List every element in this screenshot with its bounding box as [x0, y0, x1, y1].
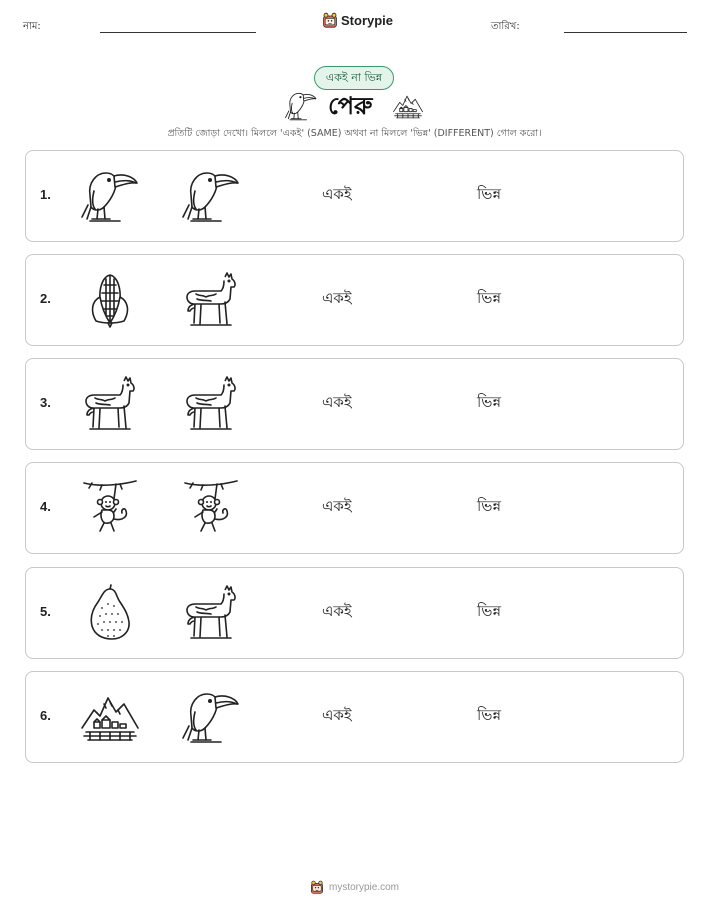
storypie-mascot-icon	[310, 880, 324, 894]
same-option[interactable]: একই	[322, 706, 352, 724]
toucan-icon	[283, 90, 319, 122]
different-option[interactable]: ভিন্ন	[477, 497, 502, 515]
toucan-icon	[80, 167, 140, 225]
question-row	[25, 567, 684, 659]
toucan-icon	[181, 167, 241, 225]
different-option[interactable]: ভিন্ন	[477, 185, 502, 203]
llama-icon	[80, 375, 140, 433]
question-number: 1.	[40, 187, 51, 202]
page-title: পেরু	[328, 92, 373, 120]
different-option[interactable]: ভিন্ন	[477, 393, 502, 411]
question-row	[25, 254, 684, 346]
different-option[interactable]: ভিন্ন	[477, 289, 502, 307]
name-label: নাম:	[23, 21, 41, 32]
brand-logo	[322, 12, 393, 28]
footer	[0, 880, 709, 894]
title-row	[283, 88, 428, 122]
question-number: 2.	[40, 291, 51, 306]
llama-icon	[181, 271, 241, 329]
date-blank	[564, 32, 687, 33]
question-row	[25, 671, 684, 763]
footer-url: mystorypie.com	[328, 881, 399, 893]
monkey-icon	[80, 479, 140, 537]
different-option[interactable]: ভিন্ন	[477, 602, 502, 620]
question-number: 3.	[40, 395, 51, 410]
llama-icon	[181, 375, 241, 433]
question-row	[25, 150, 684, 242]
ruins-icon	[80, 688, 140, 746]
name-blank	[100, 32, 256, 33]
worksheet-header	[0, 0, 709, 50]
question-row	[25, 358, 684, 450]
date-label: তারিখ:	[491, 21, 520, 32]
same-option[interactable]: একই	[322, 185, 352, 203]
monkey-icon	[181, 479, 241, 537]
toucan-icon	[181, 688, 241, 746]
same-option[interactable]: একই	[322, 289, 352, 307]
brand-name: Storypie	[341, 12, 394, 28]
question-number: 6.	[40, 708, 51, 723]
question-row	[25, 462, 684, 554]
corn-icon	[80, 271, 140, 329]
llama-icon	[181, 584, 241, 642]
same-option[interactable]: একই	[322, 393, 352, 411]
storypie-mascot-icon	[322, 12, 338, 28]
question-number: 5.	[40, 604, 51, 619]
ruins-icon	[391, 91, 425, 121]
same-option[interactable]: একই	[322, 602, 352, 620]
activity-badge: একই না ভিন্ন	[314, 66, 394, 90]
question-number: 4.	[40, 499, 51, 514]
same-option[interactable]: একই	[322, 497, 352, 515]
different-option[interactable]: ভিন্ন	[477, 706, 502, 724]
instructions: প্রতিটি জোড়া দেখো। মিললে 'একই' (SAME) অথবা না মিললে 'ভিন্ন' (DIFFERENT) গোল করো।	[167, 128, 542, 139]
fruit-icon	[80, 584, 140, 642]
